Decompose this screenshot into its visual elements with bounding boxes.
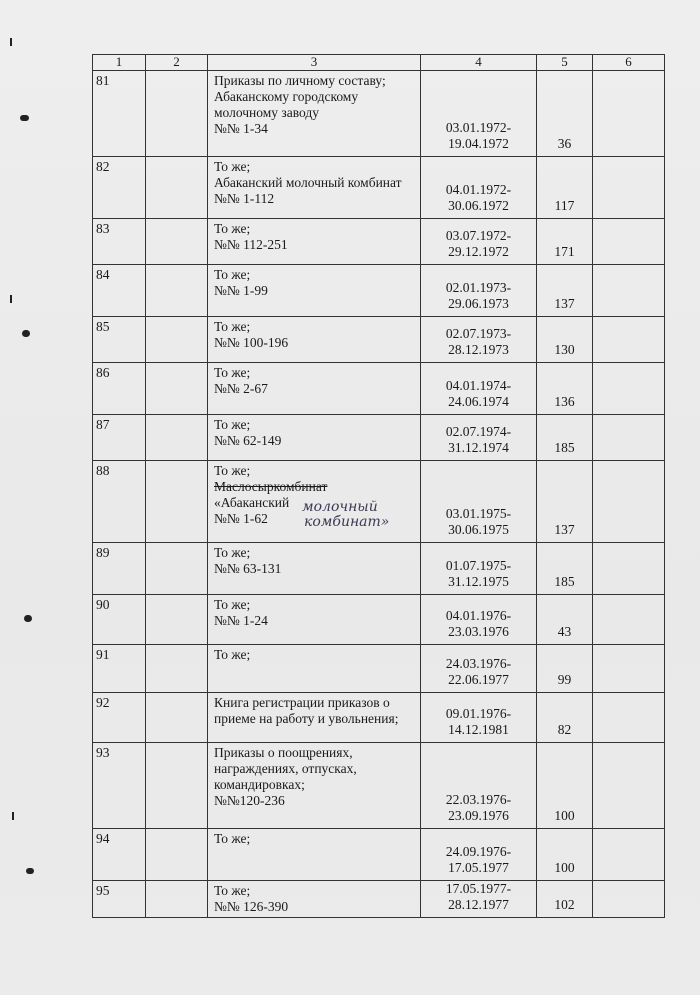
empty-cell [146, 829, 208, 881]
scan-mark [26, 868, 34, 874]
date-line: 28.12.1973 [448, 342, 509, 357]
date-line: 02.01.1973- [445, 280, 512, 295]
description-line: приеме на работу и увольнения; [214, 711, 399, 726]
description-cell [208, 415, 421, 461]
description-cell [208, 743, 421, 829]
column-header: 3 [208, 55, 421, 71]
description-cell [208, 265, 421, 317]
date-range-cell [421, 693, 537, 743]
description-line: Приказы по личному составу; [214, 73, 386, 88]
description-line: То же; [214, 597, 251, 612]
table-row [93, 595, 665, 645]
sheet-count: 100 [537, 829, 593, 881]
row-number: 85 [93, 317, 146, 363]
table-row [93, 157, 665, 219]
handwritten-correction [302, 500, 389, 530]
scan-mark [24, 615, 32, 622]
date-range-cell [421, 743, 537, 829]
description-line: №№ 1-112 [214, 191, 275, 206]
description-cell [208, 645, 421, 693]
table-row [93, 317, 665, 363]
description-line: молочному заводу [214, 105, 320, 120]
notes-cell [593, 363, 665, 415]
table-row [93, 693, 665, 743]
date-line: 29.12.1972 [448, 244, 509, 259]
sheet-count: 82 [537, 693, 593, 743]
row-number: 94 [93, 829, 146, 881]
notes-cell [593, 157, 665, 219]
date-line: 03.01.1972- [445, 120, 512, 135]
description-line: То же; [214, 417, 251, 432]
date-line: 22.06.1977 [448, 672, 509, 687]
description-cell [208, 363, 421, 415]
sheet-count: 185 [537, 415, 593, 461]
notes-cell [593, 71, 665, 157]
notes-cell [593, 595, 665, 645]
date-line: 17.05.1977 [448, 860, 509, 875]
date-line: 04.01.1976- [445, 608, 512, 623]
sheet-count: 43 [537, 595, 593, 645]
description-cell [208, 543, 421, 595]
date-line: 09.01.1976- [445, 706, 512, 721]
description-cell [208, 71, 421, 157]
date-range-cell [421, 645, 537, 693]
row-number: 95 [93, 881, 146, 918]
empty-cell [146, 595, 208, 645]
date-range-cell [421, 219, 537, 265]
description-line: №№ 63-131 [214, 561, 282, 576]
date-range-cell [421, 265, 537, 317]
description-cell [208, 693, 421, 743]
description-line: Маслосыркомбинат [214, 479, 328, 494]
date-range-cell [421, 415, 537, 461]
date-line: 02.07.1973- [445, 326, 512, 341]
table-row [93, 645, 665, 693]
notes-cell [593, 881, 665, 918]
date-range-cell [421, 157, 537, 219]
description-cell [208, 219, 421, 265]
table-row [93, 265, 665, 317]
description-line: №№ 112-251 [214, 237, 288, 252]
description-line: награждениях, отпусках, [214, 761, 357, 776]
table-row [93, 881, 665, 918]
column-header: 4 [421, 55, 537, 71]
sheet-count: 99 [537, 645, 593, 693]
date-range-cell [421, 829, 537, 881]
description-cell [208, 881, 421, 918]
date-line: 17.05.1977- [445, 881, 512, 896]
description-line: №№ 126-390 [214, 899, 289, 914]
notes-cell [593, 317, 665, 363]
row-number: 92 [93, 693, 146, 743]
notes-cell [593, 543, 665, 595]
table-row [93, 219, 665, 265]
column-header: 6 [593, 55, 665, 71]
description-cell [208, 595, 421, 645]
date-line: 31.12.1974 [448, 440, 509, 455]
description-line: То же; [214, 319, 251, 334]
table-row [93, 363, 665, 415]
description-line: №№120-236 [214, 793, 285, 808]
row-number: 87 [93, 415, 146, 461]
notes-cell [593, 645, 665, 693]
column-header: 2 [146, 55, 208, 71]
empty-cell [146, 461, 208, 543]
column-header: 1 [93, 55, 146, 71]
date-line: 28.12.1977 [448, 897, 509, 912]
description-line: То же; [214, 365, 251, 380]
description-line: То же; [214, 463, 251, 478]
column-header: 5 [537, 55, 593, 71]
date-line: 24.06.1974 [448, 394, 509, 409]
date-range-cell [421, 71, 537, 157]
date-range-cell [421, 461, 537, 543]
date-line: 24.03.1976- [445, 656, 512, 671]
notes-cell [593, 415, 665, 461]
date-line: 04.01.1974- [445, 378, 512, 393]
description-cell [208, 317, 421, 363]
scan-mark [10, 38, 12, 46]
empty-cell [146, 363, 208, 415]
table-row [93, 743, 665, 829]
register-table [92, 54, 665, 918]
date-line: 23.09.1976 [448, 808, 509, 823]
notes-cell [593, 265, 665, 317]
date-line: 14.12.1981 [448, 722, 509, 737]
date-line: 24.09.1976- [445, 844, 512, 859]
empty-cell [146, 881, 208, 918]
empty-cell [146, 743, 208, 829]
description-line: Книга регистрации приказов о [214, 695, 390, 710]
sheet-count: 36 [537, 71, 593, 157]
row-number: 89 [93, 543, 146, 595]
description-line: То же; [214, 647, 251, 662]
row-number: 81 [93, 71, 146, 157]
empty-cell [146, 543, 208, 595]
empty-cell [146, 317, 208, 363]
description-cell [208, 829, 421, 881]
sheet-count: 136 [537, 363, 593, 415]
table-row [93, 71, 665, 157]
sheet-count: 100 [537, 743, 593, 829]
row-number: 88 [93, 461, 146, 543]
row-number: 84 [93, 265, 146, 317]
date-line: 04.01.1972- [445, 182, 512, 197]
scan-mark [20, 115, 29, 121]
date-line: 19.04.1972 [448, 136, 509, 151]
sheet-count: 137 [537, 265, 593, 317]
empty-cell [146, 265, 208, 317]
date-range-cell [421, 595, 537, 645]
sheet-count: 102 [537, 881, 593, 918]
description-line: №№ 1-62 [214, 511, 268, 526]
empty-cell [146, 157, 208, 219]
notes-cell [593, 461, 665, 543]
scan-mark [10, 295, 12, 303]
date-line: 22.03.1976- [445, 792, 512, 807]
description-line: №№ 1-24 [214, 613, 268, 628]
row-number: 82 [93, 157, 146, 219]
empty-cell [146, 693, 208, 743]
description-line: То же; [214, 831, 251, 846]
sheet-count: 137 [537, 461, 593, 543]
description-line: №№ 62-149 [214, 433, 282, 448]
date-line: 31.12.1975 [448, 574, 509, 589]
date-line: 30.06.1975 [448, 522, 509, 537]
date-range-cell [421, 881, 537, 918]
description-line: №№ 100-196 [214, 335, 289, 350]
scan-mark [12, 812, 14, 820]
description-line: Абаканский молочный комбинат [214, 175, 402, 190]
description-line: То же; [214, 267, 251, 282]
description-line: То же; [214, 545, 251, 560]
row-number: 90 [93, 595, 146, 645]
empty-cell [146, 219, 208, 265]
row-number: 86 [93, 363, 146, 415]
date-line: 23.03.1976 [448, 624, 509, 639]
date-range-cell [421, 363, 537, 415]
date-range-cell [421, 543, 537, 595]
sheet-count: 185 [537, 543, 593, 595]
table-header-row [93, 55, 665, 71]
description-cell [208, 157, 421, 219]
description-line: Приказы о поощрениях, [214, 745, 353, 760]
notes-cell [593, 693, 665, 743]
date-line: 03.07.1972- [445, 228, 512, 243]
scan-mark [22, 330, 30, 337]
table-row [93, 543, 665, 595]
table-row [93, 415, 665, 461]
empty-cell [146, 645, 208, 693]
row-number: 91 [93, 645, 146, 693]
description-line: командировках; [214, 777, 305, 792]
description-line: То же; [214, 159, 251, 174]
notes-cell [593, 829, 665, 881]
date-line: 29.06.1973 [448, 296, 509, 311]
empty-cell [146, 415, 208, 461]
description-line: То же; [214, 883, 251, 898]
description-line: «Абаканский [214, 495, 290, 510]
sheet-count: 130 [537, 317, 593, 363]
row-number: 83 [93, 219, 146, 265]
sheet-count: 171 [537, 219, 593, 265]
description-line: №№ 1-99 [214, 283, 268, 298]
empty-cell [146, 71, 208, 157]
row-number: 93 [93, 743, 146, 829]
description-line: То же; [214, 221, 251, 236]
table-row [93, 829, 665, 881]
notes-cell [593, 219, 665, 265]
description-line: №№ 1-34 [214, 121, 268, 136]
date-range-cell [421, 317, 537, 363]
handwritten-line: комбинат» [304, 514, 390, 530]
notes-cell [593, 743, 665, 829]
date-line: 02.07.1974- [445, 424, 512, 439]
sheet-count: 117 [537, 157, 593, 219]
date-line: 01.07.1975- [445, 558, 512, 573]
handwritten-line: молочный [302, 499, 378, 515]
description-line: №№ 2-67 [214, 381, 268, 396]
date-line: 30.06.1972 [448, 198, 509, 213]
description-line: Абаканскому городскому [214, 89, 359, 104]
date-line: 03.01.1975- [445, 506, 512, 521]
